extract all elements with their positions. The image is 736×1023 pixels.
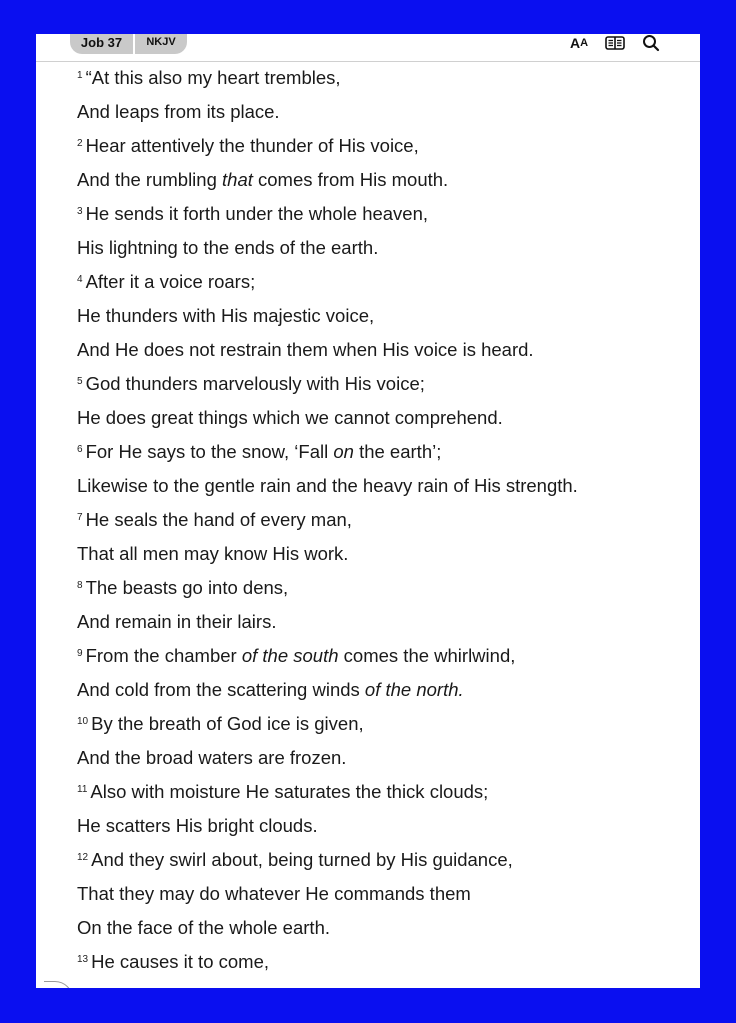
verse-text: He does great things which we cannot comprehend. <box>77 407 503 428</box>
verse-text: Also with moisture He saturates the thick clouds; <box>90 781 489 802</box>
verse-continuation-line[interactable] <box>77 911 677 945</box>
verse-continuation-line[interactable] <box>77 537 677 571</box>
verse-text: And they swirl about, being turned by His guidance, <box>91 849 513 870</box>
verse-line[interactable] <box>77 435 677 469</box>
verse-number: 1 <box>77 70 83 81</box>
reader-page <box>36 34 700 988</box>
font-size-label-big: A <box>569 35 581 51</box>
search-icon[interactable] <box>640 34 662 52</box>
verse-continuation-line[interactable] <box>77 231 677 265</box>
reader-toolbar <box>36 34 700 62</box>
verse-line[interactable] <box>77 843 677 877</box>
verse-text: And leaps from its place. <box>77 101 280 122</box>
font-size-label-small: A <box>580 37 589 49</box>
verse-text: And the rumbling <box>77 169 223 190</box>
verse-number: 13 <box>77 954 89 965</box>
verse-number: 11 <box>77 784 88 795</box>
verse-text: His lightning to the ends of the earth. <box>77 237 379 258</box>
verse-line[interactable] <box>77 707 677 741</box>
verse-text: comes from His mouth. <box>252 169 449 190</box>
verse-line[interactable] <box>77 775 677 809</box>
verse-line[interactable] <box>77 197 677 231</box>
magnifier-icon <box>642 34 660 52</box>
verse-text: He seals the hand of every man, <box>85 509 352 530</box>
verse-line[interactable] <box>77 503 677 537</box>
verse-number: 10 <box>77 716 89 727</box>
verse-number: 6 <box>77 444 83 455</box>
verse-text: The beasts go into dens, <box>85 577 289 598</box>
verse-line[interactable] <box>77 129 677 163</box>
verse-line[interactable] <box>77 265 677 299</box>
reader-mode-icon[interactable] <box>604 34 626 52</box>
verse-number: 5 <box>77 376 83 387</box>
verse-line[interactable] <box>77 61 677 95</box>
verse-continuation-line[interactable] <box>77 469 677 503</box>
verse-text: For He says to the snow, ‘Fall <box>85 441 334 462</box>
italic-text: on <box>333 441 354 462</box>
verse-text: comes the whirlwind, <box>338 645 516 666</box>
verse-text: On the face of the whole earth. <box>77 917 330 938</box>
verse-number: 9 <box>77 648 83 659</box>
verse-continuation-line[interactable] <box>77 95 677 129</box>
verse-text: God thunders marvelously with His voice; <box>85 373 425 394</box>
verse-line[interactable] <box>77 639 677 673</box>
verse-text: “At this also my heart trembles, <box>85 67 341 88</box>
verse-number: 4 <box>77 274 83 285</box>
font-size-icon[interactable] <box>568 34 590 52</box>
book-icon <box>605 36 625 50</box>
verse-text: He thunders with His majestic voice, <box>77 305 375 326</box>
verse-text: And remain in their lairs. <box>77 611 277 632</box>
verse-number: 12 <box>77 852 89 863</box>
italic-text: of the south <box>241 645 339 666</box>
verse-continuation-line[interactable] <box>77 333 677 367</box>
verse-continuation-line[interactable] <box>77 741 677 775</box>
verse-text: He scatters His bright clouds. <box>77 815 318 836</box>
verse-continuation-line[interactable] <box>77 605 677 639</box>
version-button[interactable]: NKJV <box>135 34 187 54</box>
verse-continuation-line[interactable] <box>77 401 677 435</box>
verse-line[interactable] <box>77 945 677 979</box>
verse-text: By the breath of God ice is given, <box>91 713 364 734</box>
italic-text: that <box>222 169 253 190</box>
verse-text: the earth’; <box>353 441 442 462</box>
verse-text: Hear attentively the thunder of His voice, <box>85 135 419 156</box>
book-chapter-button[interactable]: Job 37 <box>70 34 133 54</box>
verse-continuation-line[interactable] <box>77 877 677 911</box>
verse-text: That they may do whatever He commands them <box>77 883 471 904</box>
verse-text: He sends it forth under the whole heaven, <box>85 203 429 224</box>
verse-text: He causes it to come, <box>91 951 270 972</box>
verse-number: 7 <box>77 512 83 523</box>
verse-line[interactable] <box>77 367 677 401</box>
verse-continuation-line[interactable] <box>77 299 677 333</box>
italic-text: of the north. <box>364 679 464 700</box>
scripture-text <box>77 61 677 979</box>
previous-chapter-handle[interactable] <box>44 981 73 988</box>
verse-number: 2 <box>77 138 83 149</box>
verse-number: 3 <box>77 206 83 217</box>
verse-continuation-line[interactable] <box>77 809 677 843</box>
verse-text: After it a voice roars; <box>85 271 256 292</box>
verse-text: And cold from the scattering winds <box>77 679 365 700</box>
verse-text: And He does not restrain them when His voice is heard. <box>77 339 534 360</box>
verse-continuation-line[interactable] <box>77 163 677 197</box>
verse-text: That all men may know His work. <box>77 543 349 564</box>
verse-text: And the broad waters are frozen. <box>77 747 347 768</box>
verse-text: From the chamber <box>85 645 242 666</box>
verse-continuation-line[interactable] <box>77 673 677 707</box>
verse-number: 8 <box>77 580 83 591</box>
verse-text: Likewise to the gentle rain and the heavy rain of His strength. <box>77 475 578 496</box>
verse-line[interactable] <box>77 571 677 605</box>
